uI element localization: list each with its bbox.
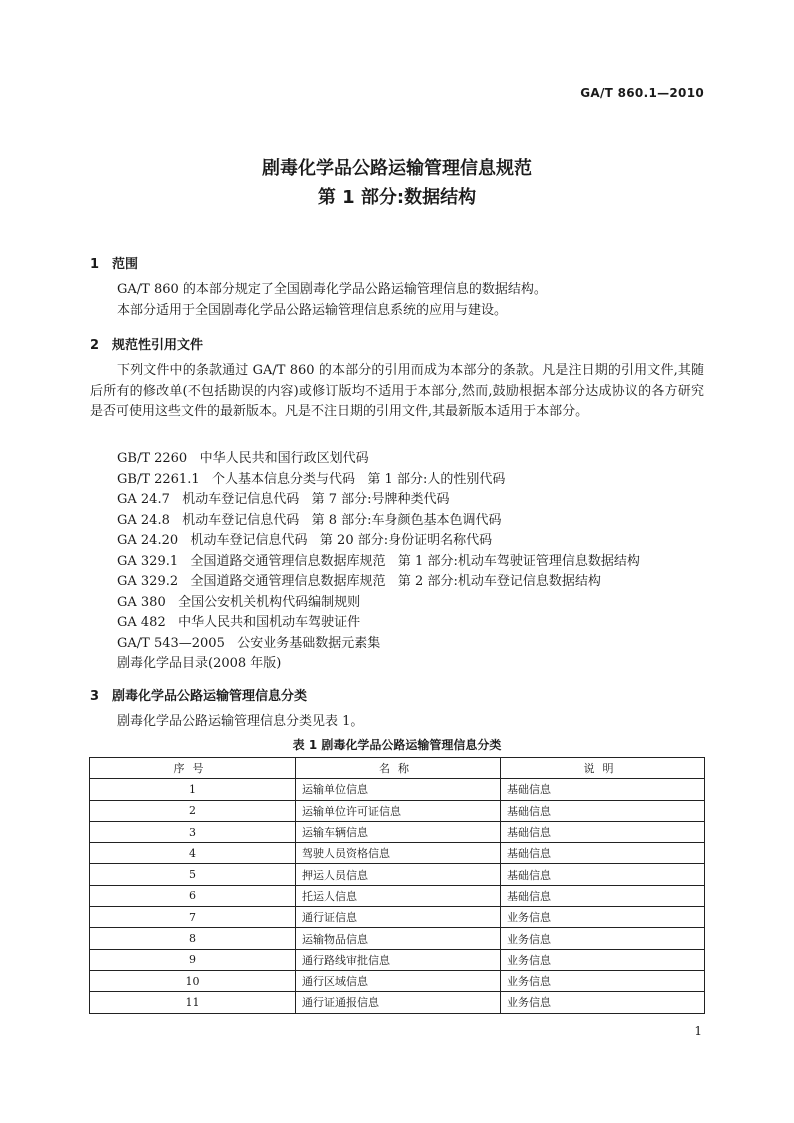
reference-item: GA 24.8 机动车登记信息代码 第 8 部分:车身颜色基本色调代码 xyxy=(117,512,502,528)
table-header-row xyxy=(90,758,705,779)
row-number: 4 xyxy=(90,843,296,864)
row-description: 基础信息 xyxy=(501,885,705,906)
row-name: 运输物品信息 xyxy=(296,928,501,949)
row-number: 1 xyxy=(90,779,296,800)
table-row xyxy=(90,907,705,928)
row-name: 运输车辆信息 xyxy=(296,821,501,842)
row-description: 基础信息 xyxy=(501,864,705,885)
reference-item: GA 24.20 机动车登记信息代码 第 20 部分:身份证明名称代码 xyxy=(117,533,493,548)
reference-item: GB/T 2260 中华人民共和国行政区划代码 xyxy=(117,451,369,466)
section-number: 3 xyxy=(90,689,100,704)
row-number: 6 xyxy=(90,885,296,906)
row-name: 运输单位许可证信息 xyxy=(296,800,501,821)
column-header-description: 说明 xyxy=(501,758,705,779)
section-heading-classification xyxy=(90,685,307,704)
row-name: 托运人信息 xyxy=(296,885,501,906)
row-number: 9 xyxy=(90,949,296,970)
reference-item: GA 329.1 全国道路交通管理信息数据库规范 第 1 部分:机动车驾驶证管理信息数据结构 xyxy=(117,553,640,569)
table-row xyxy=(90,843,705,864)
section-number: 2 xyxy=(90,338,100,353)
table-row xyxy=(90,821,705,842)
row-number: 2 xyxy=(90,800,296,821)
column-header-number: 序号 xyxy=(90,758,296,779)
row-description: 业务信息 xyxy=(501,907,705,928)
row-description: 业务信息 xyxy=(501,970,705,991)
scope-paragraph-2: 本部分适用于全国剧毒化学品公路运输管理信息系统的应用与建设。 xyxy=(117,303,508,318)
row-name: 运输单位信息 xyxy=(296,779,501,800)
table-row xyxy=(90,864,705,885)
row-number: 11 xyxy=(90,992,296,1013)
row-name: 通行路线审批信息 xyxy=(296,949,501,970)
section-heading-scope xyxy=(90,253,138,272)
references-intro-paragraph: 下列文件中的条款通过 GA/T 860 的本部分的引用而成为本部分的条款。凡是注日期的引用文件,其随后所有的修改单(不包括勘误的内容)或修订版均不适用于本部分,然而,鼓励根据本部分达成协议的各方研究是否可使用这些文件的最新版本。凡是不注日期的引用文件,其最新版本适用于本部分。 xyxy=(90,363,704,419)
section-title: 范围 xyxy=(112,257,139,272)
row-number: 5 xyxy=(90,864,296,885)
reference-item: GB/T 2261.1 个人基本信息分类与代码 第 1 部分:人的性别代码 xyxy=(117,471,506,487)
reference-item: GA 380 全国公安机关机构代码编制规则 xyxy=(117,594,361,610)
section-title: 规范性引用文件 xyxy=(112,338,204,353)
table-row xyxy=(90,949,705,970)
classification-table xyxy=(89,757,705,1014)
scope-paragraph-1: GA/T 860 的本部分规定了全国剧毒化学品公路运输管理信息的数据结构。 xyxy=(117,282,547,297)
standard-code: GA/T 860.1—2010 xyxy=(580,86,704,100)
column-header-name: 名称 xyxy=(296,758,501,779)
row-number: 7 xyxy=(90,907,296,928)
row-description: 业务信息 xyxy=(501,928,705,949)
reference-item: GA 482 中华人民共和国机动车驾驶证件 xyxy=(117,615,361,630)
table-row xyxy=(90,970,705,991)
row-name: 押运人员信息 xyxy=(296,864,501,885)
reference-item: 剧毒化学品目录(2008 年版) xyxy=(117,656,282,671)
table-row xyxy=(90,992,705,1013)
row-number: 3 xyxy=(90,821,296,842)
table-caption: 表 1 剧毒化学品公路运输管理信息分类 xyxy=(292,738,502,752)
row-description: 基础信息 xyxy=(501,800,705,821)
row-description: 基础信息 xyxy=(501,779,705,800)
row-description: 业务信息 xyxy=(501,992,705,1013)
classification-paragraph: 剧毒化学品公路运输管理信息分类见表 1。 xyxy=(117,714,364,729)
document-subtitle: 第 1 部分:数据结构 xyxy=(317,187,477,208)
section-title: 剧毒化学品公路运输管理信息分类 xyxy=(112,689,308,704)
row-description: 基础信息 xyxy=(501,843,705,864)
table-row xyxy=(90,885,705,906)
row-name: 通行证通报信息 xyxy=(296,992,501,1013)
table-row xyxy=(90,779,705,800)
section-number: 1 xyxy=(90,257,100,272)
row-name: 驾驶人员资格信息 xyxy=(296,843,501,864)
section-heading-references xyxy=(90,334,203,353)
page-number: 1 xyxy=(694,1024,702,1038)
row-name: 通行区域信息 xyxy=(296,970,501,991)
row-number: 8 xyxy=(90,928,296,949)
row-description: 基础信息 xyxy=(501,821,705,842)
reference-item: GA/T 543—2005 公安业务基础数据元素集 xyxy=(117,635,381,651)
table-row xyxy=(90,928,705,949)
reference-item: GA 329.2 全国道路交通管理信息数据库规范 第 2 部分:机动车登记信息数据结构 xyxy=(117,574,601,589)
row-number: 10 xyxy=(90,970,296,991)
row-description: 业务信息 xyxy=(501,949,705,970)
reference-item: GA 24.7 机动车登记信息代码 第 7 部分:号牌种类代码 xyxy=(117,492,450,507)
table-row xyxy=(90,800,705,821)
row-name: 通行证信息 xyxy=(296,907,501,928)
document-title: 剧毒化学品公路运输管理信息规范 xyxy=(262,158,532,179)
